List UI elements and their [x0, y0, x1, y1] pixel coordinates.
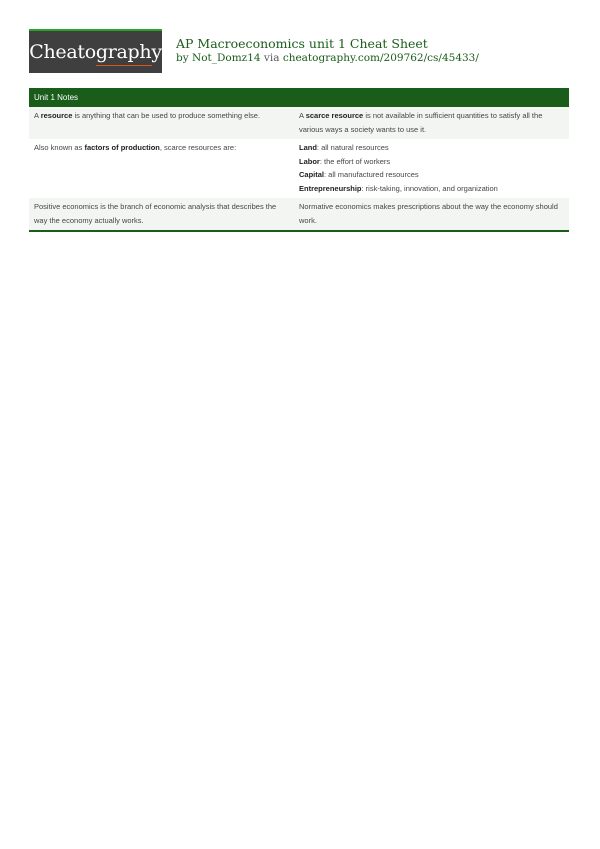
normative-economics-definition: Normative economics makes prescriptions about the way the economy should work. [299, 202, 558, 225]
text-fragment: : risk-taking, innovation, and organization [361, 183, 498, 193]
positive-economics-definition: Positive economics is the branch of economic analysis that describes the way the economy actually works. [34, 202, 277, 225]
term-capital: Capital [299, 170, 325, 179]
term-resource: resource [40, 111, 73, 120]
term-factors-of-production: factors of production [84, 143, 160, 152]
list-item [299, 155, 564, 169]
sheet-title: AP Macroeconomics unit 1 Cheat Sheet [176, 36, 428, 51]
text-fragment: : the effort of workers [319, 156, 391, 166]
term-entrepreneurship: Entrepreneurship [299, 183, 362, 193]
unit-notes-section [29, 88, 569, 232]
list-item [299, 141, 564, 155]
text-fragment: , scarce resources are: [159, 143, 237, 152]
logo-text: Cheatography [29, 41, 162, 63]
text-fragment: A [34, 111, 41, 120]
table-row [29, 198, 569, 230]
text-fragment: Also known as [34, 143, 85, 152]
factors-of-production-intro [29, 139, 294, 198]
cheatography-logo[interactable] [29, 29, 162, 73]
term-land: Land [299, 143, 317, 152]
sheet-url-link[interactable]: cheatography.com/209762/cs/45433/ [282, 52, 479, 64]
text-fragment: A [299, 111, 306, 120]
text-fragment: is not available in sufficient quantities to satisfy all the various ways a society wants to use it. [299, 111, 543, 134]
term-scarce-resource: scarce resource [305, 111, 364, 120]
list-item [299, 168, 564, 182]
term-labor: Labor [299, 156, 320, 166]
sheet-byline [176, 52, 479, 64]
section-header: Unit 1 Notes [29, 88, 569, 107]
byline-via: via [260, 52, 283, 64]
table-row [29, 107, 569, 139]
text-fragment: : all natural resources [316, 143, 389, 152]
text-fragment: : all manufactured resources [324, 170, 419, 179]
table-row [29, 139, 569, 198]
text-fragment: is anything that can be used to produce something else. [72, 111, 260, 120]
byline-prefix: by [176, 52, 192, 64]
logo-underline [96, 65, 152, 66]
scarce-resource-definition [294, 107, 569, 139]
factors-list [294, 139, 569, 198]
resource-definition [29, 107, 294, 139]
author-link[interactable]: Not_Domz14 [192, 52, 261, 64]
list-item [299, 182, 564, 196]
